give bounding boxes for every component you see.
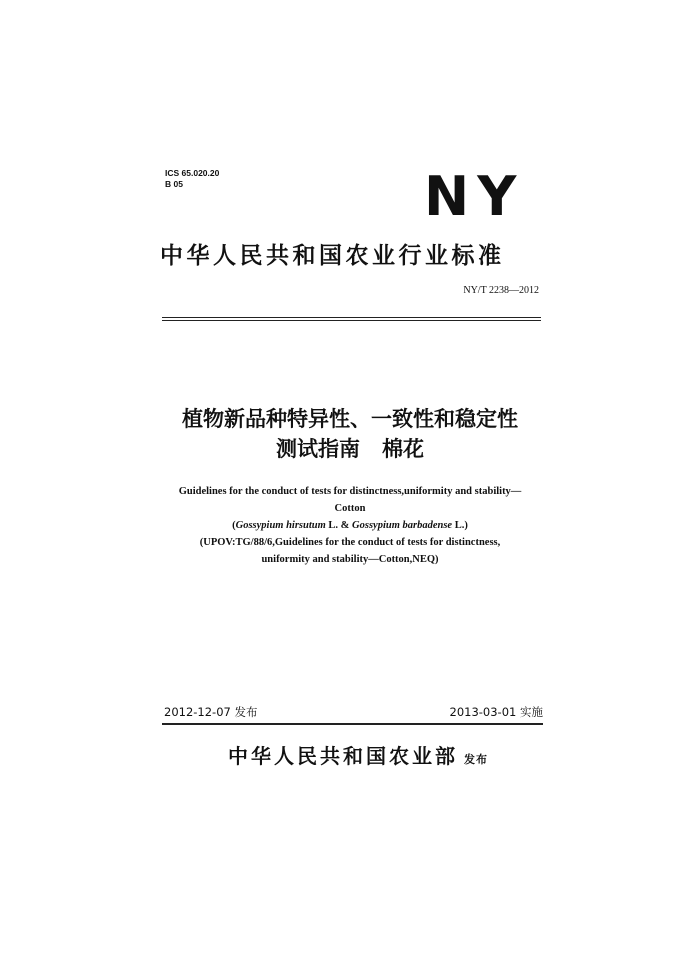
ics-code: ICS 65.020.20	[165, 168, 220, 178]
english-title-line-2: Cotton	[334, 503, 366, 514]
header-divider-top	[162, 317, 541, 318]
header-divider-bottom	[162, 320, 541, 321]
publisher	[228, 743, 488, 773]
english-title-line-4: (UPOV:TG/88/6,Guidelines for the conduct of tests for distinctness,	[199, 537, 501, 548]
english-title-line-5: uniformity and stability—Cotton,NEQ)	[261, 554, 439, 565]
paren-close: L.)	[452, 520, 468, 531]
publisher-suffix: 发布	[464, 753, 488, 766]
species-name-2: Gossypium barbadense	[352, 520, 453, 531]
issue-date: 2012-12-07 发布	[164, 705, 258, 719]
publisher-name: 中华人民共和国农业部	[228, 744, 458, 768]
footer-divider	[162, 723, 543, 725]
english-title-line-1: Guidelines for the conduct of tests for distinctness,uniformity and stability—	[178, 486, 522, 497]
ccs-code: B 05	[165, 179, 183, 189]
english-title-line-3	[150, 517, 550, 534]
species-connector: L. &	[325, 520, 353, 531]
classification-codes	[165, 168, 219, 190]
chinese-title-guide: 测试指南	[276, 437, 360, 461]
species-name-1: Gossypium hirsutum	[235, 520, 326, 531]
ny-logo: NY	[424, 165, 525, 228]
standard-number: NY/T 2238—2012	[463, 285, 539, 296]
chinese-title-crop: 棉花	[382, 437, 424, 461]
issuing-standard-category: 中华人民共和国农业行业标准	[160, 243, 505, 269]
paren-open: (	[232, 520, 236, 531]
implementation-date: 2013-03-01 实施	[449, 705, 543, 719]
chinese-title	[150, 404, 550, 464]
english-title	[150, 483, 550, 568]
chinese-title-line-1: 植物新品种特异性、一致性和稳定性	[182, 407, 518, 431]
chinese-title-line-2	[150, 434, 550, 464]
